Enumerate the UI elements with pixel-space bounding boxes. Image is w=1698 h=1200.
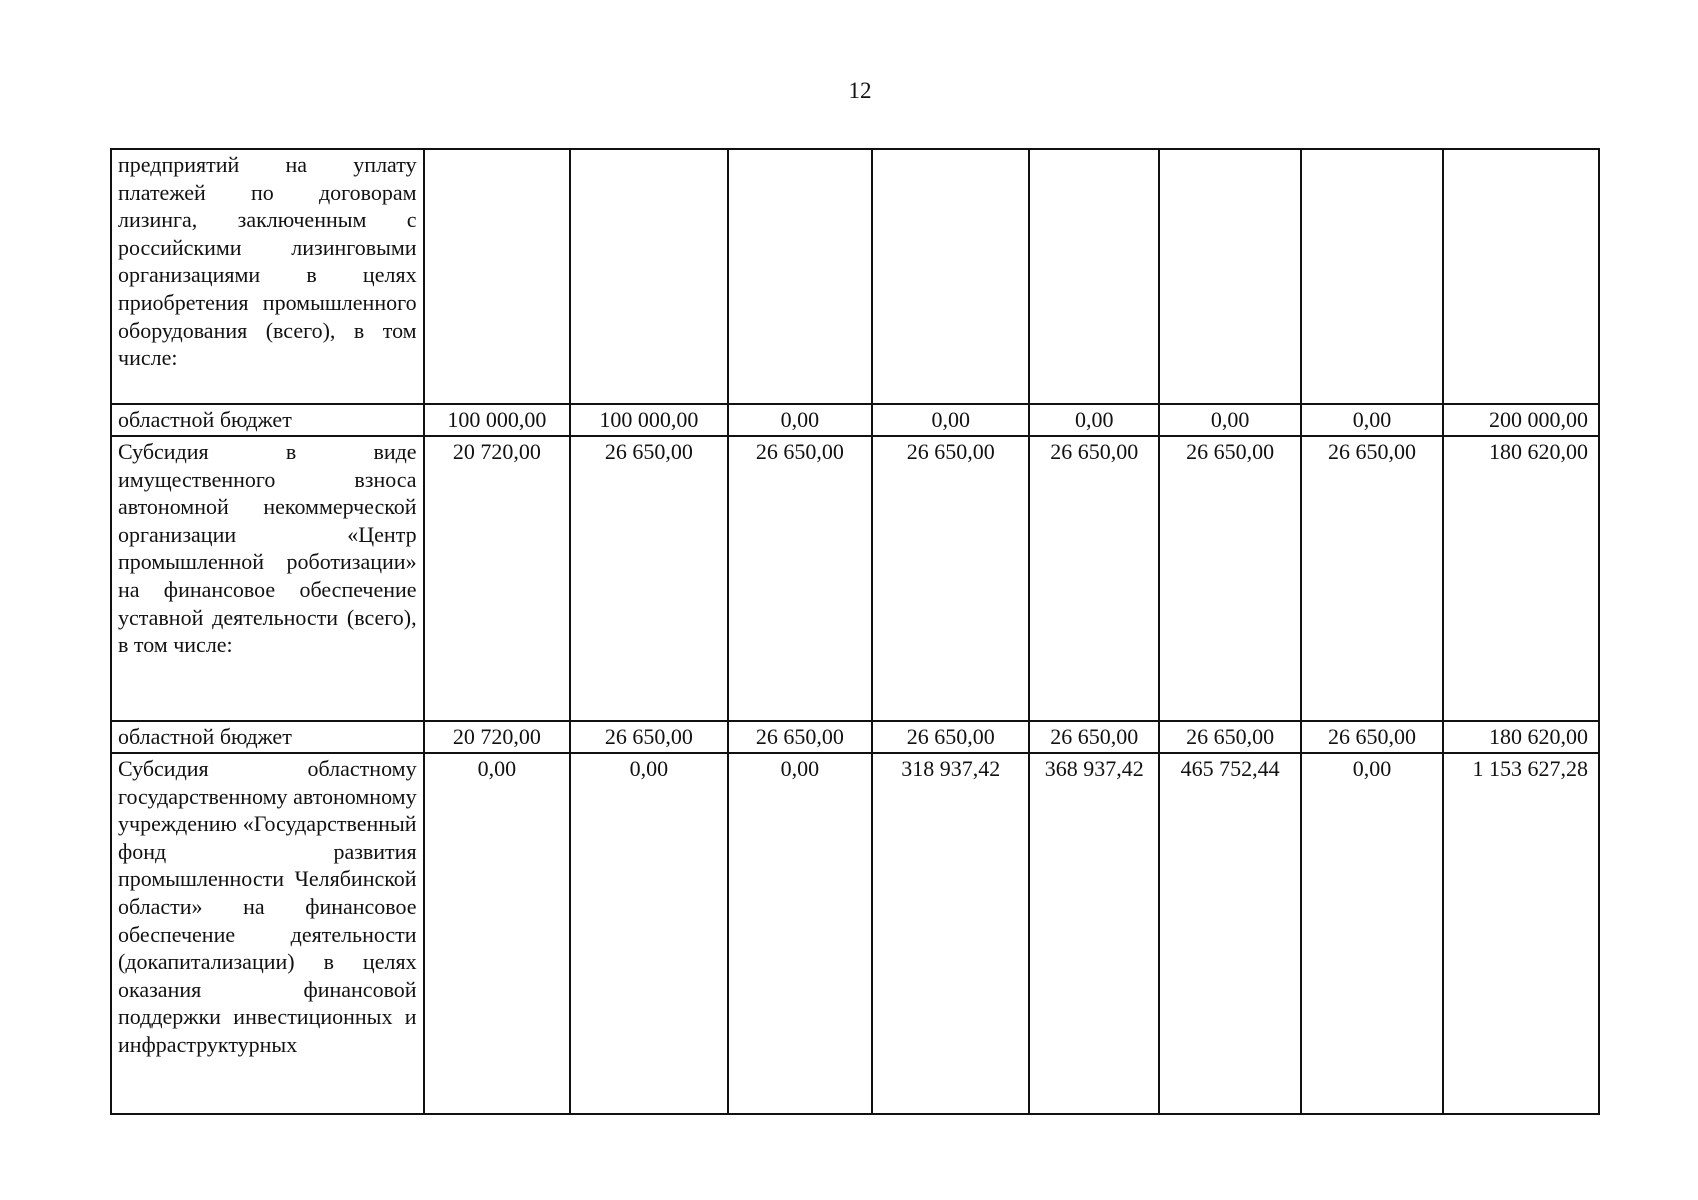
row-description: Субсидия в виде имущественного взноса автономной некоммерческой организации «Центр промышленной роботизации» на финансовое обеспечение уставной деятельности (всего), в том числе: — [111, 436, 424, 721]
value-cell: 318 937,42 — [872, 753, 1029, 1114]
value-cell — [872, 149, 1029, 404]
value-cell: 26 650,00 — [1159, 721, 1301, 753]
value-cell: 26 650,00 — [1029, 721, 1159, 753]
value-cell: 26 650,00 — [570, 436, 727, 721]
value-cell — [1301, 149, 1442, 404]
table-row — [111, 721, 1599, 753]
row-description: областной бюджет — [111, 721, 424, 753]
value-cell — [1159, 149, 1301, 404]
value-cell: 26 650,00 — [570, 721, 727, 753]
value-cell: 26 650,00 — [1301, 721, 1442, 753]
total-cell — [1443, 149, 1599, 404]
value-cell: 0,00 — [1301, 753, 1442, 1114]
value-cell — [424, 149, 571, 404]
value-cell: 26 650,00 — [872, 721, 1029, 753]
value-cell: 26 650,00 — [728, 721, 873, 753]
value-cell: 26 650,00 — [1029, 436, 1159, 721]
total-cell: 180 620,00 — [1443, 436, 1599, 721]
table-row — [111, 404, 1599, 436]
value-cell: 26 650,00 — [1159, 436, 1301, 721]
total-cell: 200 000,00 — [1443, 404, 1599, 436]
value-cell: 26 650,00 — [872, 436, 1029, 721]
value-cell: 368 937,42 — [1029, 753, 1159, 1114]
value-cell: 20 720,00 — [424, 436, 571, 721]
value-cell — [1029, 149, 1159, 404]
value-cell: 20 720,00 — [424, 721, 571, 753]
value-cell: 26 650,00 — [728, 436, 873, 721]
value-cell — [570, 149, 727, 404]
value-cell: 0,00 — [424, 753, 571, 1114]
row-description: предприятий на уплату платежей по договорам лизинга, заключенным с российскими лизинговыми организациями в целях приобретения промышленного оборудования (всего), в том числе: — [111, 149, 424, 404]
value-cell: 100 000,00 — [424, 404, 571, 436]
value-cell: 0,00 — [728, 753, 873, 1114]
table-row — [111, 436, 1599, 721]
row-description: Субсидия областному государственному автономному учреждению «Государственный фонд развития промышленности Челябинской области» на финансовое обеспечение деятельности (докапитализации) в целях оказания финансовой поддержки инвестиционных и инфраструктурных — [111, 753, 424, 1114]
value-cell: 100 000,00 — [570, 404, 727, 436]
value-cell: 465 752,44 — [1159, 753, 1301, 1114]
total-cell: 180 620,00 — [1443, 721, 1599, 753]
value-cell: 26 650,00 — [1301, 436, 1442, 721]
value-cell: 0,00 — [570, 753, 727, 1114]
total-cell: 1 153 627,28 — [1443, 753, 1599, 1114]
value-cell: 0,00 — [1029, 404, 1159, 436]
value-cell: 0,00 — [728, 404, 873, 436]
page-number: 12 — [848, 78, 872, 103]
budget-table — [110, 148, 1600, 1115]
row-description: областной бюджет — [111, 404, 424, 436]
table-row — [111, 753, 1599, 1114]
value-cell — [728, 149, 873, 404]
value-cell: 0,00 — [1159, 404, 1301, 436]
value-cell: 0,00 — [872, 404, 1029, 436]
table-row — [111, 149, 1599, 404]
value-cell: 0,00 — [1301, 404, 1442, 436]
